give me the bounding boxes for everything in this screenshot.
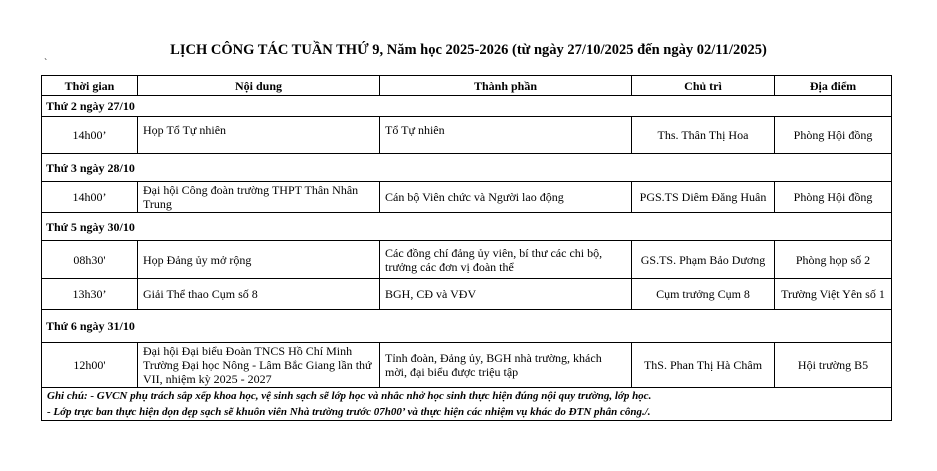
event-content: Đại hội Đại biểu Đoàn TNCS Hồ Chí Minh Trường Đại học Nông - Lâm Bắc Giang lần thứ VII, nhiệm kỳ 2025 - 2027: [138, 343, 380, 388]
event-chair: ThS. Phan Thị Hà Châm: [632, 343, 775, 388]
day-row: [42, 213, 892, 241]
notes-cell: [42, 388, 892, 421]
event-participants: Tổ Tự nhiên: [380, 117, 632, 154]
event-content: Đại hội Công đoàn trường THPT Thân Nhân Trung: [138, 182, 380, 213]
note-line: - Lớp trực ban thực hiện dọn dẹp sạch sẽ khuôn viên Nhà trường trước 07h00’ và thực hiện các nhiệm vụ khác do ĐTN phân công./.: [47, 406, 651, 418]
header-content: Nội dung: [138, 76, 380, 96]
event-location: Phòng họp số 2: [775, 241, 892, 279]
schedule-table: [41, 75, 892, 421]
event-chair: PGS.TS Diêm Đăng Huân: [632, 182, 775, 213]
event-participants: Cán bộ Viên chức và Người lao động: [380, 182, 632, 213]
header-row: [42, 76, 892, 96]
event-time: 14h00’: [42, 117, 138, 154]
event-chair: Ths. Thân Thị Hoa: [632, 117, 775, 154]
event-time: 12h00': [42, 343, 138, 388]
day-label: Thứ 2 ngày 27/10: [42, 96, 892, 117]
event-location: Phòng Hội đồng: [775, 117, 892, 154]
day-row: [42, 310, 892, 343]
event-content: Họp Đảng ủy mở rộng: [138, 241, 380, 279]
header-time: Thời gian: [42, 76, 138, 96]
event-row: [42, 241, 892, 279]
header-participants: Thành phần: [380, 76, 632, 96]
event-time: 13h30’: [42, 279, 138, 310]
event-participants: BGH, CĐ và VĐV: [380, 279, 632, 310]
header-location: Địa điểm: [775, 76, 892, 96]
header-chair: Chủ trì: [632, 76, 775, 96]
event-row: [42, 343, 892, 388]
event-content: Họp Tổ Tự nhiên: [138, 117, 380, 154]
day-label: Thứ 5 ngày 30/10: [42, 213, 892, 241]
event-time: 08h30': [42, 241, 138, 279]
event-time: 14h00’: [42, 182, 138, 213]
event-chair: GS.TS. Phạm Bảo Dương: [632, 241, 775, 279]
day-row: [42, 154, 892, 182]
event-location: Hội trường B5: [775, 343, 892, 388]
event-row: [42, 117, 892, 154]
event-row: [42, 182, 892, 213]
event-row: [42, 279, 892, 310]
event-participants: Các đồng chí đảng ủy viên, bí thư các chi bộ, trưởng các đơn vị đoàn thể: [380, 241, 632, 279]
event-location: Trường Việt Yên số 1: [775, 279, 892, 310]
day-row: [42, 96, 892, 117]
note-line: Ghi chú: - GVCN phụ trách sắp xếp khoa học, vệ sinh sạch sẽ lớp học và nhắc nhở học sinh thực hiện đúng nội quy trường, lớp học.: [47, 390, 652, 402]
event-chair: Cụm trưởng Cụm 8: [632, 279, 775, 310]
day-label: Thứ 3 ngày 28/10: [42, 154, 892, 182]
event-content: Giải Thể thao Cụm số 8: [138, 279, 380, 310]
event-location: Phòng Hội đồng: [775, 182, 892, 213]
day-label: Thứ 6 ngày 31/10: [42, 310, 892, 343]
notes-row: [42, 388, 892, 421]
schedule-title: LỊCH CÔNG TÁC TUẦN THỨ 9, Năm học 2025-2026 (từ ngày 27/10/2025 đến ngày 02/11/2025): [170, 42, 767, 58]
stray-mark: `: [44, 58, 48, 69]
event-participants: Tỉnh đoàn, Đảng ủy, BGH nhà trường, khách mời, đại biểu được triệu tập: [380, 343, 632, 388]
